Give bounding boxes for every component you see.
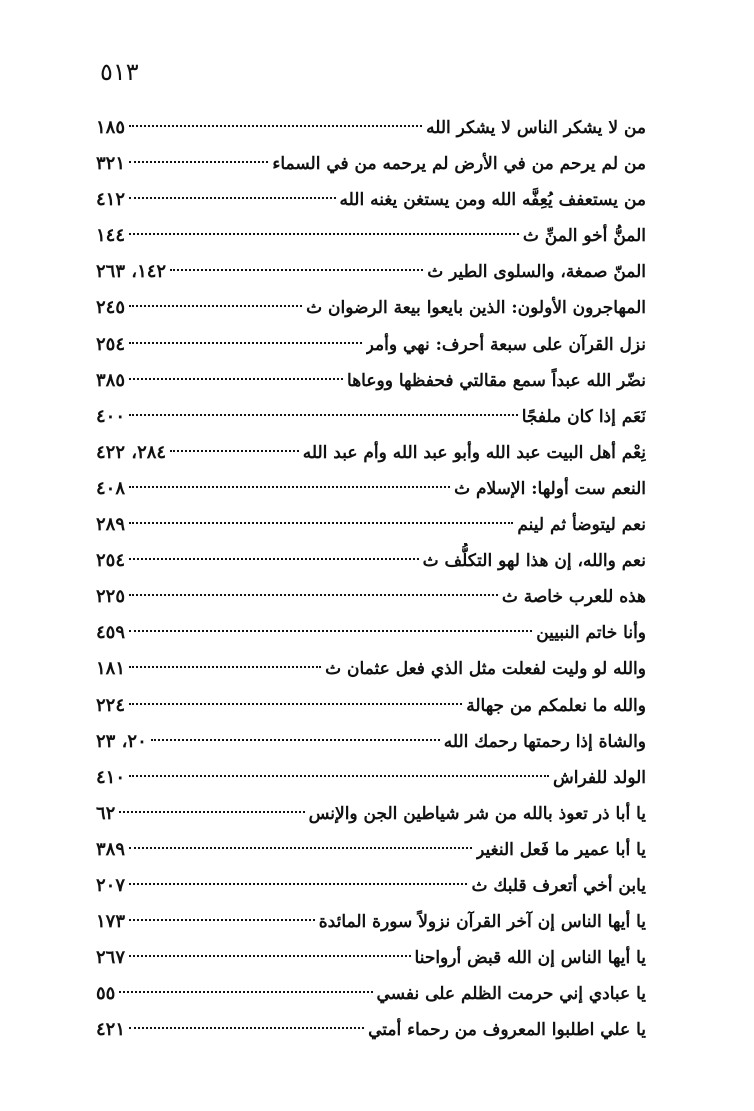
entry-text: يا علي اطلبوا المعروف من رحماء أمتي	[368, 1020, 646, 1041]
index-entry	[96, 579, 646, 615]
entry-text: والشاة إذا رحمتها رحمك الله	[443, 731, 646, 752]
entry-pages: ٢٠٧	[96, 874, 126, 896]
index-entry	[96, 110, 646, 146]
entry-text: نعم والله، إن هذا لهو التكلُّف ث	[422, 551, 646, 572]
index-entry	[96, 435, 646, 471]
entry-pages: ٤١٢	[96, 189, 126, 211]
entry-text: الولد للفراش	[553, 767, 646, 788]
index-entry	[96, 796, 646, 832]
hadith-index-list	[96, 110, 646, 1048]
dot-leader	[151, 739, 440, 741]
entry-text: يا عبادي إني حرمت الظلم على نفسي	[376, 984, 646, 1005]
entry-pages: ٢٨٤، ٤٢٢	[96, 441, 167, 463]
dot-leader	[129, 1027, 364, 1029]
entry-pages: ٢٢٥	[96, 586, 126, 608]
entry-text: وأنا خاتم النبيين	[536, 623, 646, 644]
entry-pages: ٦٢	[96, 802, 116, 824]
entry-pages: ٤٠٠	[96, 405, 126, 427]
index-entry	[96, 724, 646, 760]
dot-leader	[129, 414, 518, 416]
entry-text: من يستعفف يُعِفَّه الله ومن يستغن يغنه الله	[339, 190, 646, 211]
entry-pages: ٤١٠	[96, 766, 126, 788]
entry-pages: ٢٠، ٢٣	[96, 730, 147, 752]
index-entry	[96, 254, 646, 290]
dot-leader	[129, 919, 315, 921]
entry-text: يا أيها الناس إن الله قبض أرواحنا	[414, 948, 646, 969]
dot-leader	[129, 666, 321, 668]
entry-text: نضّر الله عبداً سمع مقالتي فحفظها ووعاها	[347, 370, 646, 391]
index-entry	[96, 399, 646, 435]
index-entry	[96, 327, 646, 363]
dot-leader	[129, 775, 549, 777]
entry-pages: ١٨١	[96, 658, 126, 680]
entry-pages: ٣٨٥	[96, 369, 126, 391]
entry-text: يا أيها الناس إن آخر القرآن نزولاً سورة المائدة	[318, 912, 646, 933]
entry-text: هذه للعرب خاصة ث	[501, 587, 646, 608]
entry-pages: ٣٨٩	[96, 838, 126, 860]
entry-pages: ١٤٤	[96, 225, 126, 247]
entry-pages: ٢٨٩	[96, 514, 126, 536]
entry-text: من لا يشكر الناس لا يشكر الله	[426, 118, 646, 138]
entry-text: يا أبا عمير ما فَعل النغير	[476, 839, 646, 860]
entry-text: النعم ست أولها: الإسلام ث	[454, 478, 646, 499]
index-entry	[96, 543, 646, 579]
entry-pages: ٢٥٤	[96, 333, 126, 355]
entry-pages: ٣٢١	[96, 153, 126, 175]
index-entry	[96, 940, 646, 976]
index-entry	[96, 760, 646, 796]
dot-leader	[119, 991, 372, 993]
entry-pages: ٤٠٨	[96, 477, 126, 499]
entry-pages: ١٧٣	[96, 911, 126, 933]
dot-leader	[129, 161, 268, 163]
dot-leader	[129, 197, 336, 199]
index-entry	[96, 868, 646, 904]
dot-leader	[170, 269, 423, 271]
entry-text: نِعْم أهل البيت عبد الله وأبو عبد الله وأم عبد الله	[302, 442, 646, 463]
index-entry	[96, 832, 646, 868]
dot-leader	[129, 378, 343, 380]
index-entry	[96, 615, 646, 651]
entry-text: المهاجرون الأولون: الذين بايعوا بيعة الرضوان ث	[306, 298, 646, 319]
index-entry	[96, 976, 646, 1012]
dot-leader	[129, 305, 302, 307]
entry-pages: ٢٢٤	[96, 694, 126, 716]
dot-leader	[170, 450, 299, 452]
dot-leader	[129, 125, 422, 127]
entry-pages: ٢٤٥	[96, 297, 126, 319]
entry-text: والله ما نعلمكم من جهالة	[466, 695, 646, 716]
entry-pages: ٤٥٩	[96, 622, 126, 644]
dot-leader	[129, 342, 362, 344]
entry-pages: ٤٢١	[96, 1019, 126, 1041]
entry-pages: ١٤٢، ٢٦٣	[96, 261, 167, 283]
entry-pages: ٥٥	[96, 983, 116, 1005]
index-entry	[96, 290, 646, 326]
dot-leader	[129, 883, 467, 885]
index-entry	[96, 182, 646, 218]
dot-leader	[129, 522, 513, 524]
index-entry	[96, 688, 646, 724]
page-number: ٥١٣	[100, 58, 139, 86]
dot-leader	[129, 955, 411, 957]
dot-leader	[129, 847, 472, 849]
dot-leader	[129, 703, 462, 705]
entry-text: يا أبا ذر تعوذ بالله من شر شياطين الجن والإنس	[308, 803, 646, 824]
index-entry	[96, 363, 646, 399]
entry-pages: ٢٥٤	[96, 550, 126, 572]
index-entry	[96, 507, 646, 543]
entry-text: نَعَم إذا كان ملفجًا	[521, 406, 646, 427]
entry-text: يابن أخي أتعرف قلبك ث	[471, 875, 646, 896]
index-entry	[96, 218, 646, 254]
dot-leader	[119, 811, 304, 813]
dot-leader	[129, 233, 519, 235]
entry-text: المنُّ أخو المنِّ ث	[522, 226, 646, 247]
index-entry	[96, 146, 646, 182]
entry-pages: ١٨٥	[96, 117, 126, 138]
entry-text: نعم ليتوضأ ثم لينم	[517, 515, 646, 536]
dot-leader	[129, 594, 498, 596]
index-entry	[96, 1012, 646, 1048]
entry-text: المنّ صمغة، والسلوى الطير ث	[427, 262, 646, 283]
index-entry	[96, 651, 646, 687]
entry-text: نزل القرآن على سبعة أحرف: نهي وأمر	[365, 334, 646, 355]
entry-text: والله لو وليت لفعلت مثل الذي فعل عثمان ث	[325, 659, 646, 680]
index-entry	[96, 471, 646, 507]
dot-leader	[129, 630, 532, 632]
entry-pages: ٢٦٧	[96, 947, 126, 969]
index-entry	[96, 904, 646, 940]
dot-leader	[129, 558, 419, 560]
dot-leader	[129, 486, 450, 488]
entry-text: من لم يرحم من في الأرض لم يرحمه من في السماء	[272, 154, 646, 175]
